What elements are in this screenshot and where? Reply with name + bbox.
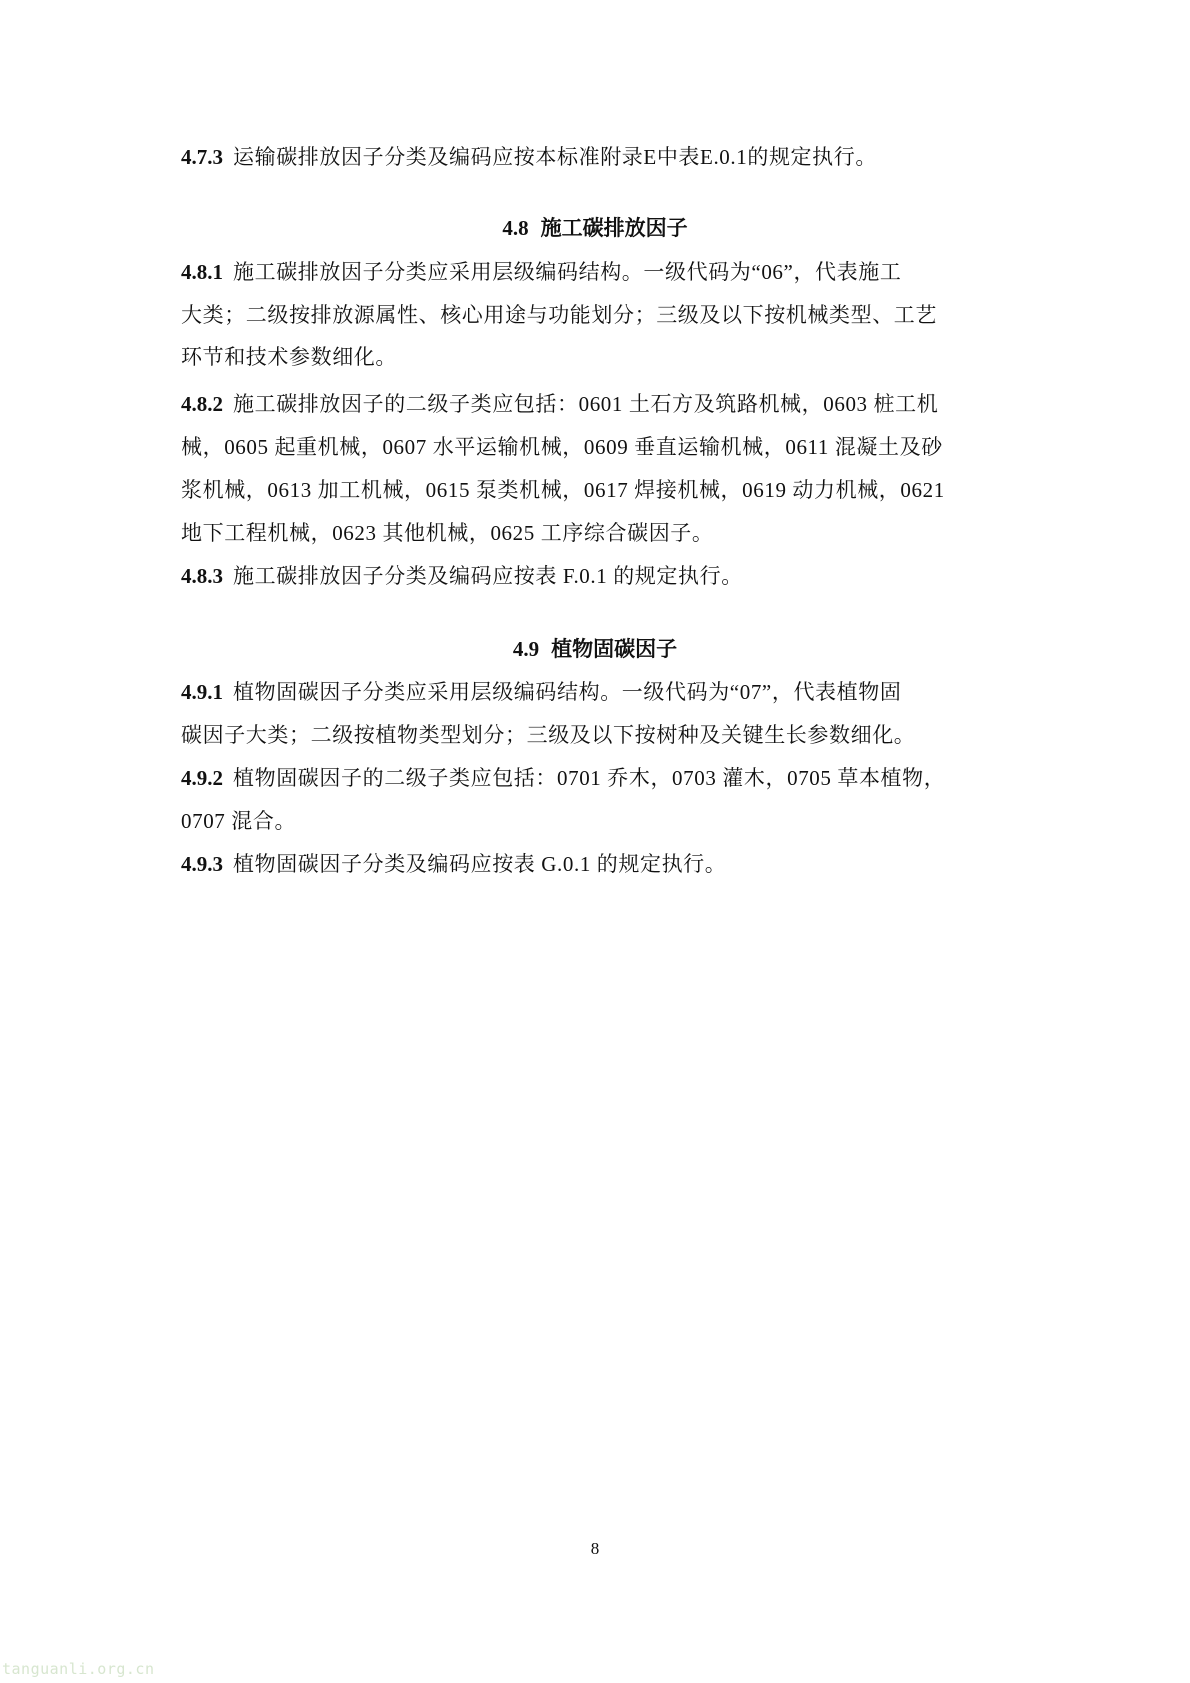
section-number: 4.9 [512, 637, 540, 661]
clause-text: 植物固碳因子分类应采用层级编码结构。一级代码为“07”，代表植物固 [233, 680, 902, 704]
page-number: 8 [590, 1539, 600, 1558]
clause-4-8-2-line-3 [181, 475, 1011, 505]
clause-number: 4.9.1 [181, 680, 223, 704]
clause-text: 植物固碳因子的二级子类应包括：0701 乔木，0703 灌木，0705 草本植物， [233, 766, 946, 790]
section-title: 植物固碳因子 [551, 637, 678, 661]
clause-text: 0707 混合。 [181, 809, 297, 833]
clause-number: 4.9.3 [181, 852, 223, 876]
section-heading-4-8 [0, 213, 1190, 243]
clause-4-8-1-line-2 [181, 300, 1011, 330]
clause-4-7-3 [181, 142, 1011, 172]
clause-number: 4.8.2 [181, 392, 223, 416]
clause-4-8-2-line-1 [181, 389, 1011, 419]
clause-number: 4.8.1 [181, 260, 223, 284]
clause-text: 碳因子大类；二级按植物类型划分；三级及以下按树种及关键生长参数细化。 [181, 723, 916, 747]
clause-text: 施工碳排放因子分类应采用层级编码结构。一级代码为“06”，代表施工 [233, 260, 902, 284]
clause-text: 运输碳排放因子分类及编码应按本标准附录E中表E.0.1的规定执行。 [233, 145, 877, 169]
watermark: tanguanli.org.cn [2, 1660, 155, 1678]
section-heading-4-9 [0, 634, 1190, 664]
clause-text: 植物固碳因子分类及编码应按表 G.0.1 的规定执行。 [233, 852, 727, 876]
clause-4-9-1-line-1 [181, 677, 1011, 707]
clause-4-8-2-line-4 [181, 518, 1011, 548]
clause-4-8-1-line-3 [181, 342, 1011, 372]
clause-4-9-1-line-2 [181, 720, 1011, 750]
clause-text: 大类；二级按排放源属性、核心用途与功能划分；三级及以下按机械类型、工艺 [181, 303, 937, 327]
section-title: 施工碳排放因子 [540, 216, 688, 240]
clause-4-8-3 [181, 561, 1011, 591]
clause-text: 环节和技术参数细化。 [181, 345, 397, 369]
clause-text: 浆机械，0613 加工机械，0615 泵类机械，0617 焊接机械，0619 动力机械，0621 [181, 478, 945, 502]
clause-text: 施工碳排放因子分类及编码应按表 F.0.1 的规定执行。 [233, 564, 743, 588]
clause-number: 4.9.2 [181, 766, 223, 790]
clause-4-8-1-line-1 [181, 257, 1011, 287]
clause-number: 4.7.3 [181, 145, 223, 169]
clause-4-9-2-line-1 [181, 763, 1011, 793]
section-number: 4.8 [502, 216, 529, 240]
clause-4-9-3 [181, 849, 1011, 879]
clause-text: 械，0605 起重机械，0607 水平运输机械，0609 垂直运输机械，0611 混凝土及砂 [181, 435, 943, 459]
clause-text: 施工碳排放因子的二级子类应包括：0601 土石方及筑路机械，0603 桩工机 [233, 392, 939, 416]
clause-4-8-2-line-2 [181, 432, 1011, 462]
clause-4-9-2-line-2 [181, 806, 1011, 836]
clause-text: 地下工程机械，0623 其他机械，0625 工序综合碳因子。 [181, 521, 714, 545]
clause-number: 4.8.3 [181, 564, 223, 588]
